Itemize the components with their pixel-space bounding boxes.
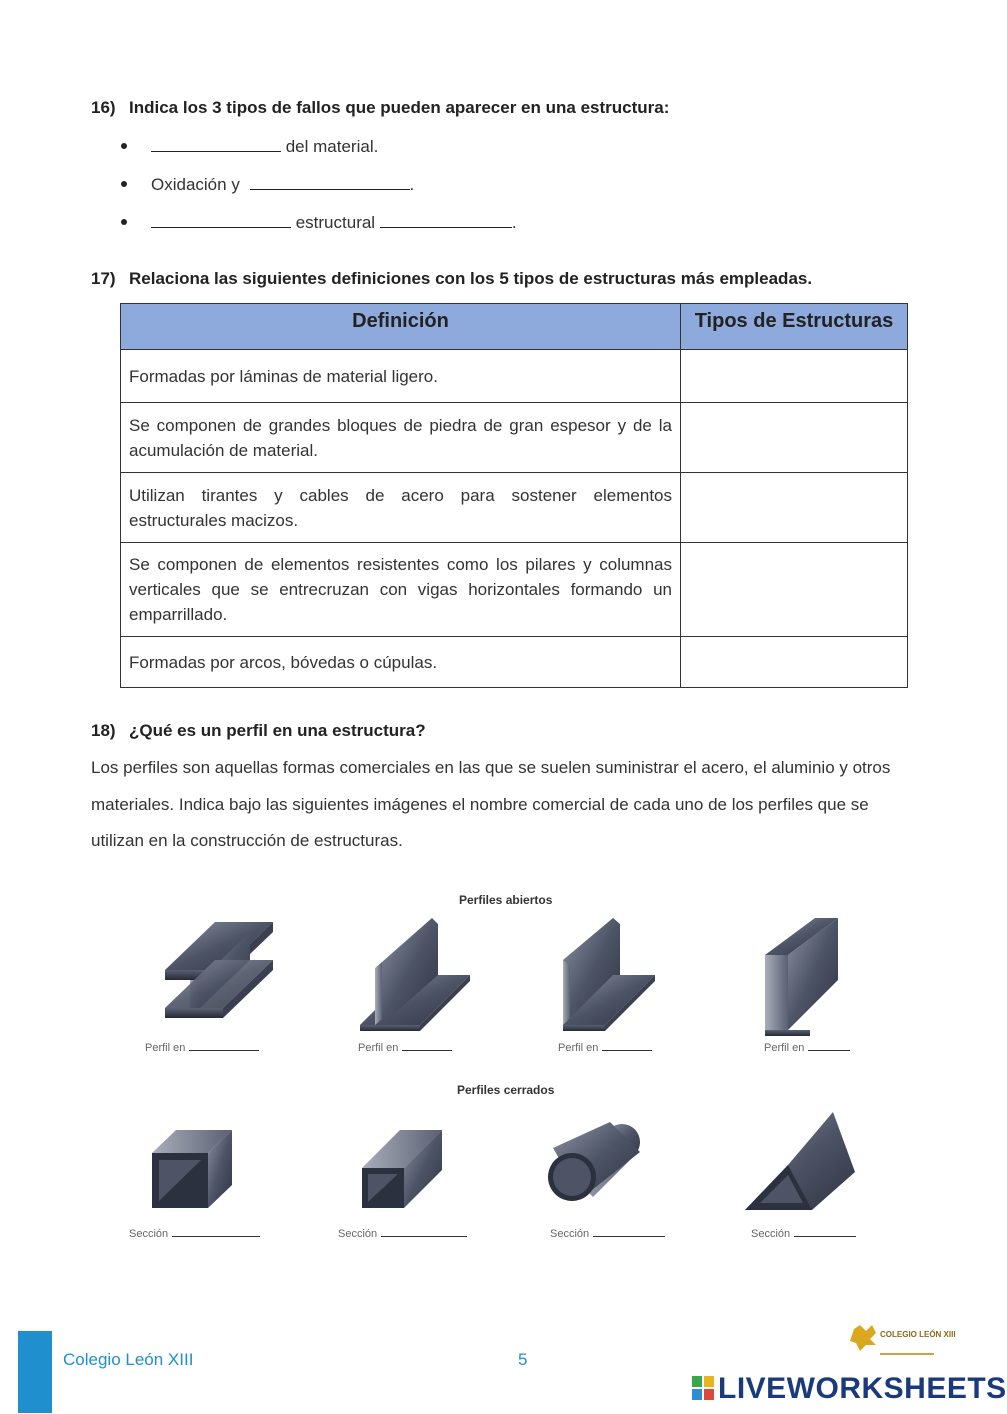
definition-cell: Formadas por arcos, bóvedas o cúpulas. — [121, 637, 681, 688]
round-tube-profile — [548, 1122, 640, 1201]
rectangular-tube-profile — [362, 1130, 442, 1208]
q16-item-3 — [151, 212, 517, 233]
open-caption-1: Perfil en — [145, 1039, 259, 1054]
definition-cell: Se componen de grandes bloques de piedra de gran espesor y de la acumulación de material. — [121, 403, 681, 473]
bullet-icon — [121, 219, 127, 225]
open-caption-3: Perfil en — [558, 1039, 652, 1054]
q16-item-3-end: . — [511, 213, 517, 232]
answer-cell[interactable] — [681, 350, 908, 403]
definition-cell: Utilizan tirantes y cables de acero para sostener elementos estructurales macizos. — [121, 473, 681, 543]
q16-item-2-text: Oxidación y — [151, 175, 245, 194]
svg-text:COLEGIO LEÓN XIII: COLEGIO LEÓN XIII — [880, 1330, 956, 1339]
closed-caption-3: Sección — [550, 1225, 665, 1240]
caption-blank[interactable] — [602, 1039, 652, 1051]
square-tube-profile — [152, 1130, 232, 1208]
q17-number: 17) — [91, 269, 116, 288]
answer-cell[interactable] — [681, 473, 908, 543]
header-types: Tipos de Estructuras — [681, 304, 908, 350]
closed-caption-2: Sección — [338, 1225, 467, 1240]
page-number: 5 — [518, 1350, 528, 1369]
footer-school-name: Colegio León XIII — [63, 1350, 194, 1369]
profiles-figure — [120, 880, 880, 1250]
definition-cell: Se componen de elementos resistentes como los pilares y columnas verticales que se entrecruzan con vigas horizontales formando un emparrillado. — [121, 543, 681, 637]
table-row — [121, 637, 908, 688]
q16-text: Indica los 3 tipos de fallos que pueden aparecer en una estructura: — [129, 98, 670, 117]
definition-cell: Formadas por láminas de material ligero. — [121, 350, 681, 403]
caption-blank[interactable] — [189, 1039, 259, 1051]
caption-blank[interactable] — [808, 1039, 850, 1051]
blank-line[interactable] — [250, 174, 410, 190]
liveworksheets-brand[interactable]: LIVEWORKSHEETS — [718, 1372, 1007, 1405]
closed-caption-1: Sección — [129, 1225, 260, 1240]
q16-item-2-end: . — [409, 175, 415, 194]
open-profiles-title: Perfiles abiertos — [459, 893, 553, 907]
liveworksheets-logo-icon — [692, 1376, 714, 1400]
t-profile — [765, 918, 838, 1036]
caption-blank[interactable] — [381, 1225, 467, 1237]
q16-item-1-text: del material. — [281, 137, 379, 156]
q16-title — [91, 98, 669, 118]
bullet-icon — [121, 143, 127, 149]
footer-accent-bar — [18, 1331, 52, 1413]
school-logo — [846, 1323, 956, 1367]
q18-number: 18) — [91, 721, 116, 740]
open-caption-4: Perfil en — [764, 1039, 850, 1054]
q16-item-1 — [151, 136, 378, 157]
answer-cell[interactable] — [681, 637, 908, 688]
profiles-illustration — [120, 880, 880, 1250]
blank-line[interactable] — [151, 136, 281, 152]
caption-blank[interactable] — [794, 1225, 856, 1237]
header-definition: Definición — [121, 304, 681, 350]
closed-caption-4: Sección — [751, 1225, 856, 1240]
table-row — [121, 473, 908, 543]
open-caption-2: Perfil en — [358, 1039, 452, 1054]
caption-blank[interactable] — [593, 1225, 665, 1237]
table-row — [121, 403, 908, 473]
definitions-table — [120, 303, 908, 688]
closed-profiles-title: Perfiles cerrados — [457, 1083, 555, 1097]
i-beam-profile — [165, 922, 273, 1018]
blank-line[interactable] — [151, 212, 291, 228]
q17-title — [91, 269, 812, 289]
answer-cell[interactable] — [681, 543, 908, 637]
blank-line[interactable] — [380, 212, 512, 228]
caption-blank[interactable] — [402, 1039, 452, 1051]
triangle-tube-profile — [745, 1112, 855, 1210]
q18-title — [91, 721, 426, 741]
answer-cell[interactable] — [681, 403, 908, 473]
channel-profile — [563, 918, 655, 1031]
q17-text: Relaciona las siguientes definiciones con los 5 tipos de estructuras más empleadas. — [129, 269, 813, 288]
q16-item-2 — [151, 174, 414, 195]
q16-number: 16) — [91, 98, 116, 117]
q16-item-3-text: estructural — [291, 213, 380, 232]
bullet-icon — [121, 181, 127, 187]
table-row — [121, 543, 908, 637]
angle-profile — [360, 918, 470, 1031]
table-header-row — [121, 304, 908, 350]
caption-blank[interactable] — [172, 1225, 260, 1237]
table-row — [121, 350, 908, 403]
q18-paragraph: Los perfiles son aquellas formas comerciales en las que se suelen suministrar el acero, el aluminio y otros materiales. Indica bajo las siguientes imágenes el nombre comercial de cada uno de los perfiles que se utilizan en la construcción de estructuras. — [91, 758, 891, 850]
q18-text: ¿Qué es un perfil en una estructura? — [129, 721, 426, 740]
